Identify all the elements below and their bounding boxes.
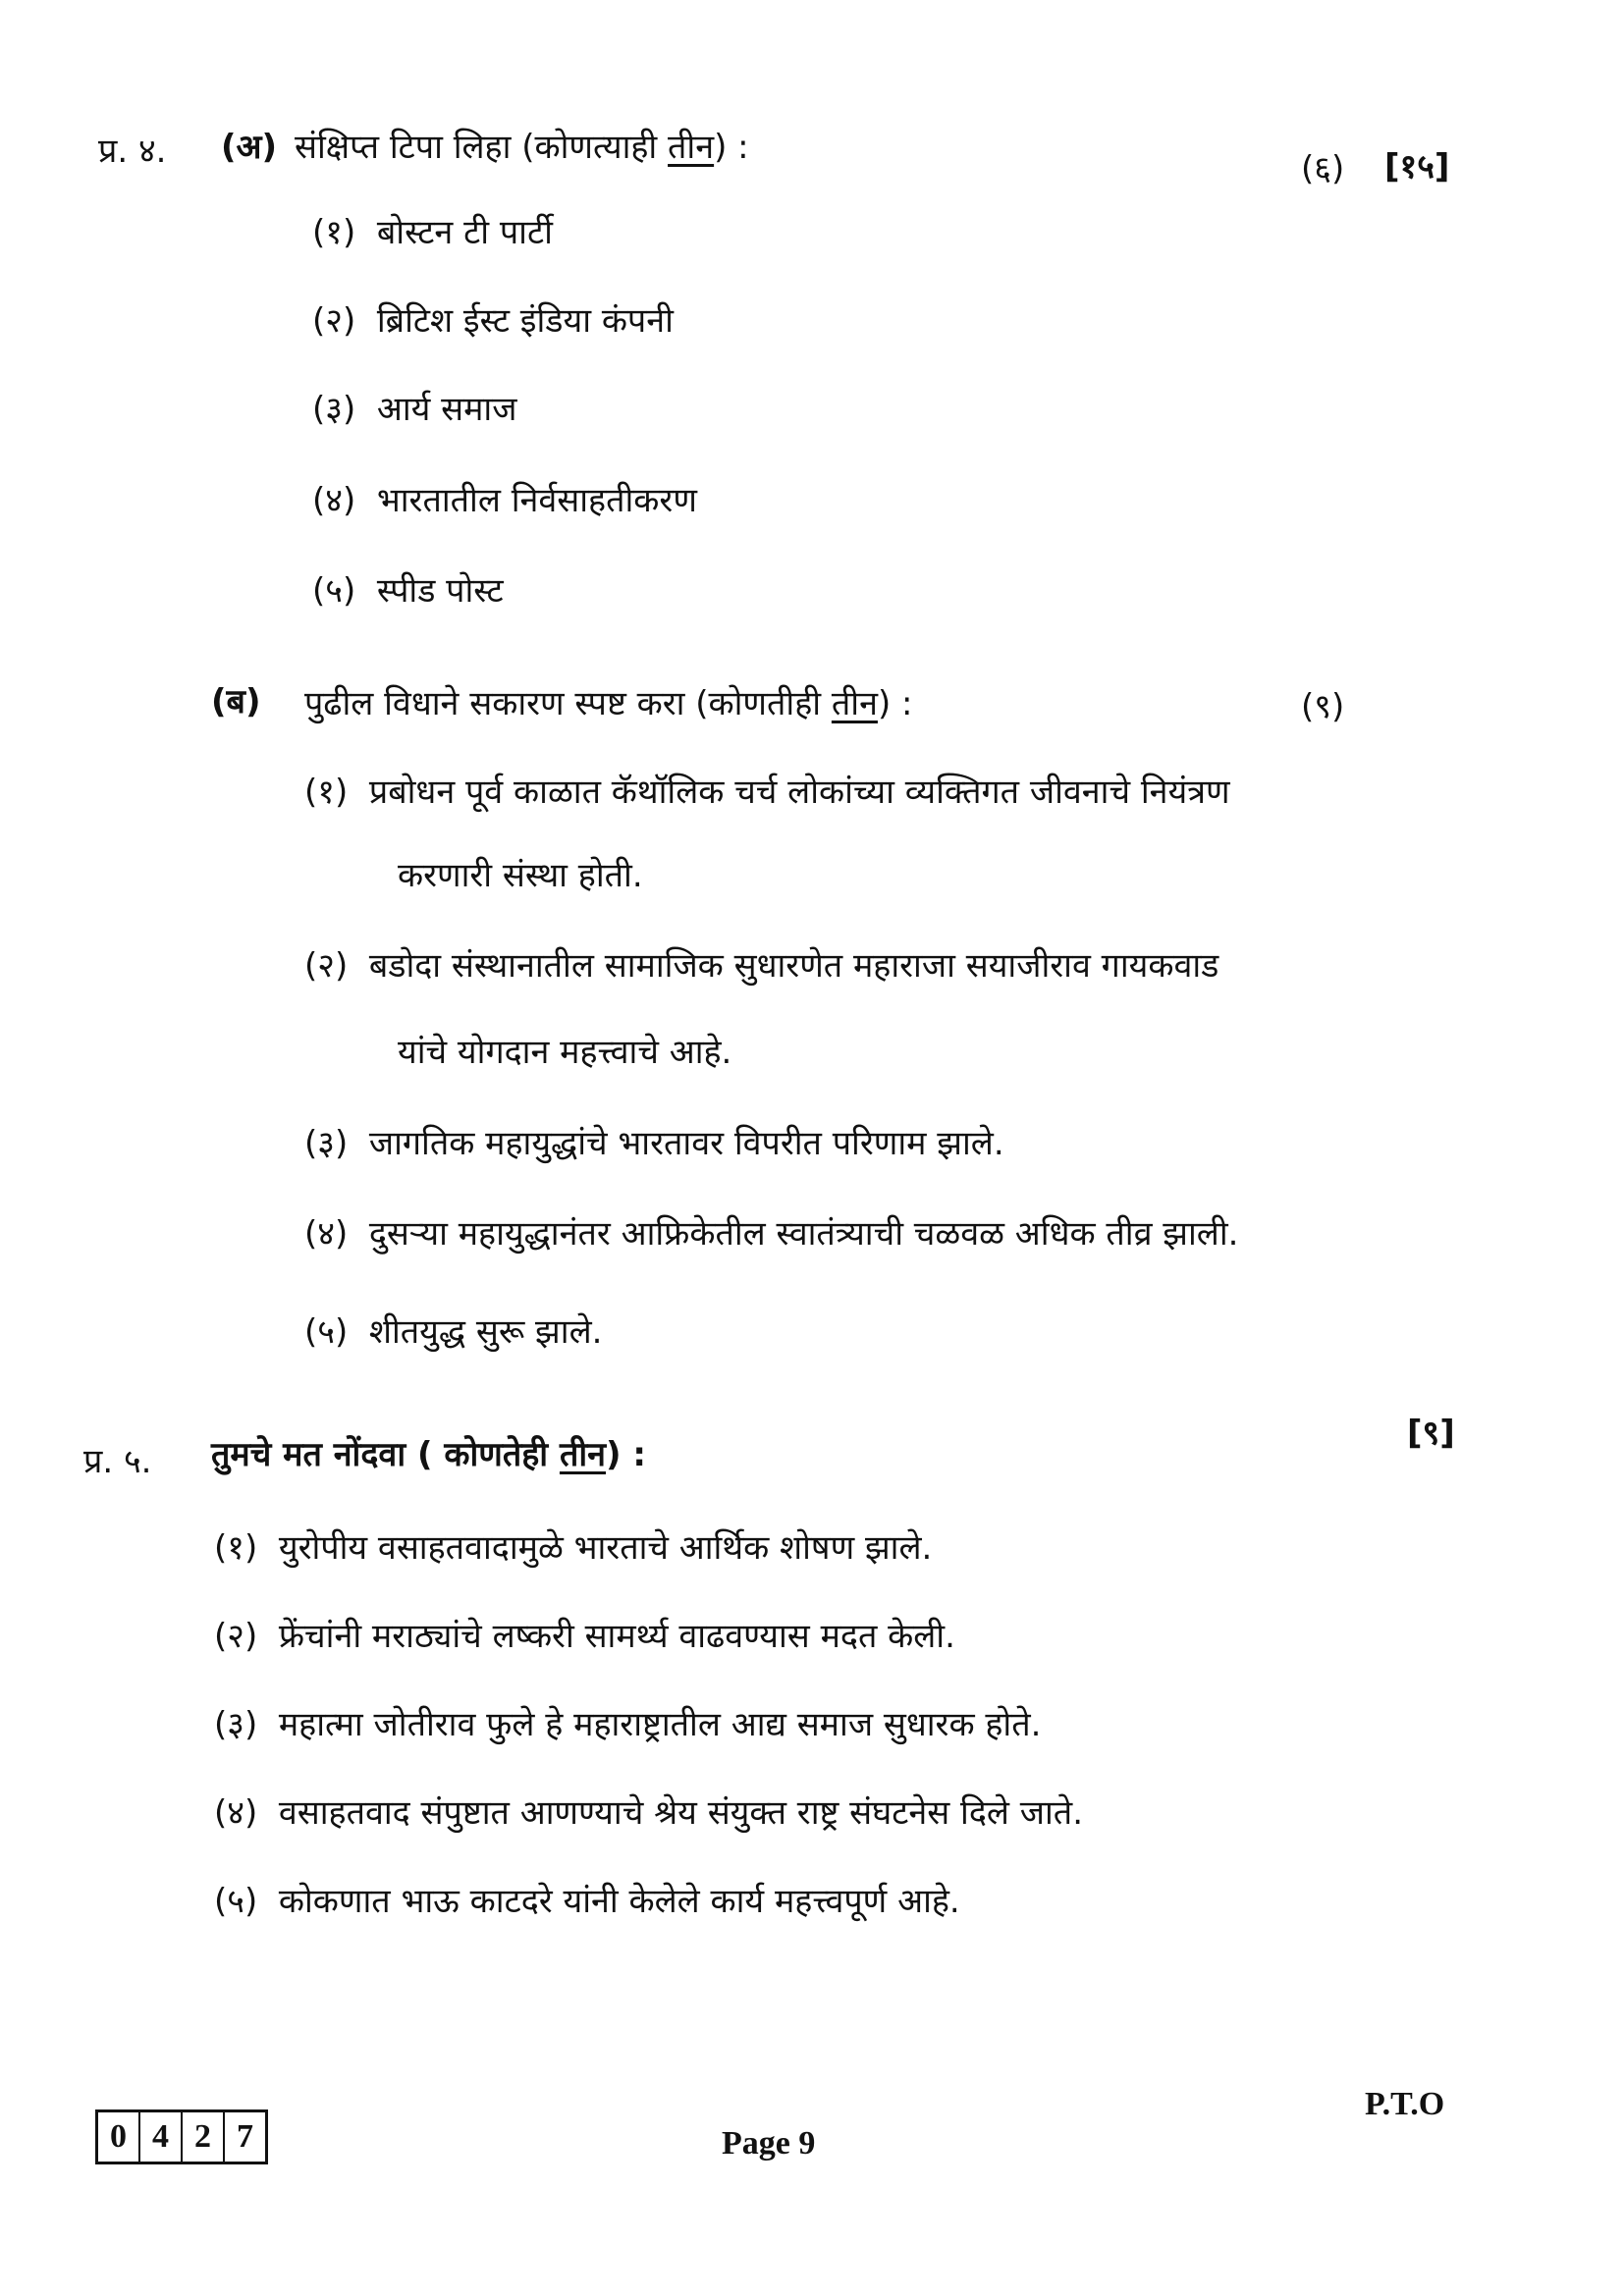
question-5-instruction-end: ) : bbox=[606, 1435, 646, 1474]
list-item bbox=[214, 1791, 1083, 1835]
paper-code-digit: 7 bbox=[237, 2118, 253, 2155]
item-text: बोस्टन टी पार्टी bbox=[376, 213, 553, 252]
item-text: भारतातील निर्वसाहतीकरण bbox=[376, 481, 697, 520]
section-b-instruction bbox=[304, 682, 912, 725]
item-number: (२) bbox=[214, 1617, 258, 1656]
item-text: शीतयुद्ध सुरू झाले. bbox=[368, 1312, 603, 1352]
item-number: (३) bbox=[214, 1705, 258, 1744]
item-text: स्पीड पोस्ट bbox=[376, 571, 504, 611]
question-5-number: प्र. ५. bbox=[83, 1442, 152, 1481]
paper-code-digit: 2 bbox=[183, 2112, 225, 2162]
item-number: (४) bbox=[214, 1793, 258, 1833]
item-text: युरोपीय वसाहतवादामुळे भारताचे आर्थिक शोषण झाले. bbox=[278, 1528, 933, 1568]
list-item-continuation: करणारी संस्था होती. bbox=[398, 856, 643, 895]
section-a-instruction-end: ) : bbox=[714, 128, 749, 167]
section-a-instruction-count: तीन bbox=[668, 128, 715, 167]
item-text: आर्य समाज bbox=[376, 390, 517, 429]
item-text: दुसऱ्या महायुद्धानंतर आफ्रिकेतील स्वातंत्र्याची चळवळ अधिक तीव्र झाली. bbox=[368, 1214, 1239, 1254]
list-item bbox=[304, 1310, 602, 1354]
item-number: (३) bbox=[304, 1124, 349, 1163]
item-number: (४) bbox=[312, 481, 356, 520]
section-a-marks: (६) bbox=[1301, 149, 1345, 188]
item-text: फ्रेंचांनी मराठ्यांचे लष्करी सामर्थ्य वाढवण्यास मदत केली. bbox=[278, 1617, 955, 1656]
list-item bbox=[312, 388, 516, 431]
section-b-label: (ब) bbox=[211, 682, 261, 721]
section-b-instruction-end: ) : bbox=[877, 684, 913, 723]
list-item bbox=[312, 211, 553, 254]
question-5-instruction-text: तुमचे मत नोंदवा ( कोणतेही bbox=[211, 1435, 549, 1474]
item-number: (१) bbox=[214, 1528, 258, 1568]
paper-code bbox=[95, 2109, 268, 2164]
item-number: (१) bbox=[304, 773, 349, 812]
section-a-label: (अ) bbox=[221, 128, 278, 167]
list-item bbox=[214, 1526, 932, 1570]
paper-code-digit: 4 bbox=[140, 2112, 183, 2162]
item-text: बडोदा संस्थानातील सामाजिक सुधारणेत महाराजा सयाजीराव गायकवाड bbox=[368, 946, 1219, 986]
list-item-continuation: यांचे योगदान महत्त्वाचे आहे. bbox=[398, 1033, 732, 1072]
item-number: (३) bbox=[312, 390, 356, 429]
question-5-instruction-count: तीन bbox=[559, 1435, 606, 1474]
item-text: वसाहतवाद संपुष्टात आणण्याचे श्रेय संयुक्त राष्ट्र संघटनेस दिले जाते. bbox=[278, 1793, 1083, 1833]
question-4-total-marks: [१५] bbox=[1384, 147, 1450, 187]
paper-code-digit: 0 bbox=[98, 2112, 140, 2162]
item-number: (१) bbox=[312, 213, 356, 252]
item-text: जागतिक महायुद्धांचे भारतावर विपरीत परिणाम झाले. bbox=[368, 1124, 1004, 1163]
section-a-instruction bbox=[295, 126, 749, 169]
item-text: प्रबोधन पूर्व काळात कॅथॉलिक चर्च लोकांच्या व्यक्तिगत जीवनाचे नियंत्रण bbox=[368, 773, 1230, 812]
list-item bbox=[304, 944, 1218, 988]
question-4-number: प्र. ४. bbox=[98, 132, 167, 171]
question-5-instruction bbox=[211, 1433, 646, 1476]
section-b-instruction-count: तीन bbox=[831, 684, 878, 723]
list-item bbox=[214, 1703, 1041, 1746]
item-text: ब्रिटिश ईस्ट इंडिया कंपनी bbox=[376, 301, 674, 341]
item-text: महात्मा जोतीराव फुले हे महाराष्ट्रातील आद्य समाज सुधारक होते. bbox=[278, 1705, 1042, 1744]
list-item bbox=[214, 1615, 955, 1658]
page-number: Page 9 bbox=[722, 2125, 816, 2162]
list-item bbox=[304, 1212, 1238, 1255]
item-number: (२) bbox=[304, 946, 349, 986]
pto-label: P.T.O bbox=[1365, 2086, 1445, 2122]
list-item bbox=[304, 1122, 1004, 1165]
list-item bbox=[214, 1880, 960, 1923]
item-number: (५) bbox=[312, 571, 356, 611]
item-text: कोकणात भाऊ काटदरे यांनी केलेले कार्य महत्त्वपूर्ण आहे. bbox=[278, 1882, 960, 1921]
question-5-total-marks: [९] bbox=[1407, 1414, 1455, 1453]
item-number: (४) bbox=[304, 1214, 349, 1254]
item-number: (५) bbox=[304, 1312, 349, 1352]
section-b-marks: (९) bbox=[1301, 687, 1345, 726]
list-item bbox=[312, 569, 504, 613]
item-number: (५) bbox=[214, 1882, 258, 1921]
section-b-instruction-text: पुढील विधाने सकारण स्पष्ट करा (कोणतीही bbox=[304, 684, 822, 723]
section-a-instruction-text: संक्षिप्त टिपा लिहा (कोणत्याही bbox=[295, 128, 658, 167]
list-item bbox=[304, 771, 1230, 814]
list-item bbox=[312, 479, 697, 522]
item-number: (२) bbox=[312, 301, 356, 341]
list-item bbox=[312, 299, 674, 343]
